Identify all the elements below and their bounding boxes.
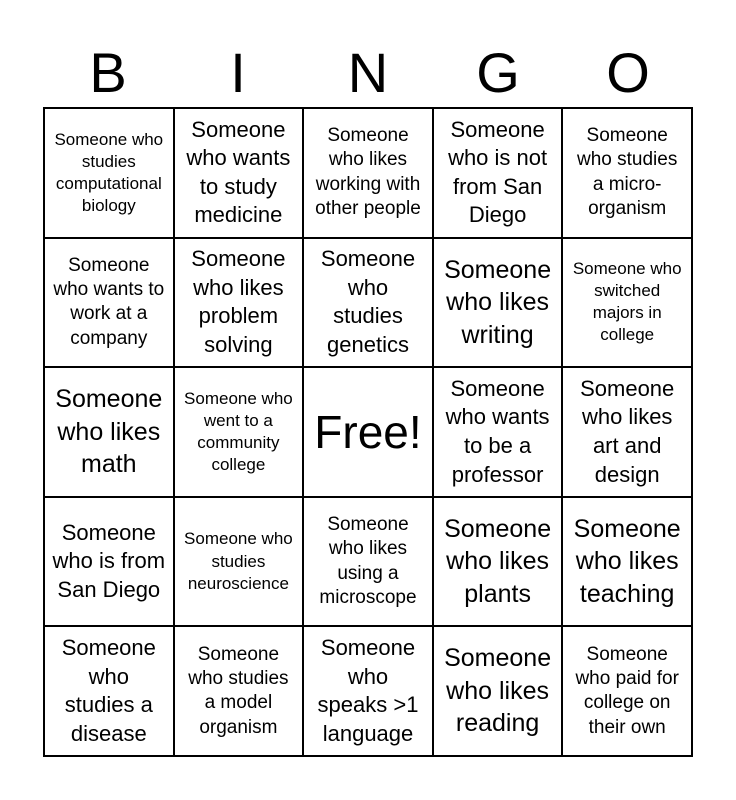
cell-label: Someone who wants to be a professor — [445, 375, 550, 487]
bingo-cell[interactable] — [44, 108, 174, 238]
free-label: Free! — [314, 405, 422, 458]
bingo-cell[interactable] — [303, 238, 433, 368]
cell-label: Someone who switched majors in college — [572, 259, 682, 345]
cell-label: Someone who likes art and design — [580, 375, 675, 487]
bingo-header — [43, 40, 693, 106]
cell-label: Someone who likes writing — [444, 255, 552, 349]
header-letter-b: B — [89, 41, 127, 104]
header-letter-i: I — [230, 41, 246, 104]
bingo-cell[interactable] — [174, 238, 304, 368]
cell-label: Someone who studies neuroscience — [184, 529, 293, 593]
cell-label: Someone who likes math — [55, 385, 163, 479]
cell-label: Someone who studies a model organism — [188, 643, 289, 738]
bingo-cell[interactable] — [303, 497, 433, 627]
cell-label: Someone who studies a micro-organism — [577, 125, 678, 220]
cell-label: Someone who likes problem solving — [191, 246, 286, 357]
bingo-cell[interactable] — [44, 626, 174, 756]
bingo-cell[interactable] — [562, 367, 692, 497]
bingo-cell[interactable] — [174, 367, 304, 497]
bingo-cell[interactable] — [44, 367, 174, 497]
cell-label: Someone who is not from San Diego — [448, 116, 548, 228]
bingo-board — [43, 107, 693, 757]
bingo-cell[interactable] — [562, 626, 692, 756]
bingo-cell[interactable] — [433, 367, 563, 497]
header-letter-n: N — [347, 41, 389, 104]
cell-label: Someone who likes teaching — [573, 514, 681, 608]
cell-label: Someone who likes reading — [444, 644, 552, 738]
header-letter-g: G — [476, 41, 520, 104]
bingo-cell[interactable] — [562, 108, 692, 238]
bingo-cell[interactable] — [174, 497, 304, 627]
free-cell[interactable] — [303, 367, 433, 497]
bingo-cell[interactable] — [433, 626, 563, 756]
bingo-cell[interactable] — [433, 108, 563, 238]
cell-label: Someone who wants to work at a company — [53, 254, 165, 349]
bingo-cell[interactable] — [44, 238, 174, 368]
cell-label: Someone who wants to study medicine — [186, 116, 291, 228]
bingo-cell[interactable] — [433, 238, 563, 368]
cell-label: Someone who speaks >1 language — [317, 635, 419, 746]
bingo-cell[interactable] — [562, 238, 692, 368]
bingo-cell[interactable] — [44, 497, 174, 627]
header-letter-o: O — [606, 41, 650, 104]
cell-label: Someone who likes using a microscope — [319, 513, 417, 608]
cell-label: Someone who went to a community college — [184, 388, 293, 475]
cell-label: Someone who is from San Diego — [52, 519, 166, 602]
bingo-cell[interactable] — [303, 108, 433, 238]
bingo-cell[interactable] — [303, 626, 433, 756]
cell-label: Someone who studies a disease — [61, 635, 156, 746]
cell-label: Someone who likes working with other people — [315, 125, 421, 220]
cell-label: Someone who studies computational biology — [54, 129, 164, 215]
cell-label: Someone who paid for college on their own — [575, 643, 679, 738]
bingo-cell[interactable] — [433, 497, 563, 627]
bingo-cell[interactable] — [174, 108, 304, 238]
bingo-cell[interactable] — [174, 626, 304, 756]
cell-label: Someone who studies genetics — [320, 246, 416, 357]
bingo-cell[interactable] — [562, 497, 692, 627]
cell-label: Someone who likes plants — [444, 514, 552, 608]
